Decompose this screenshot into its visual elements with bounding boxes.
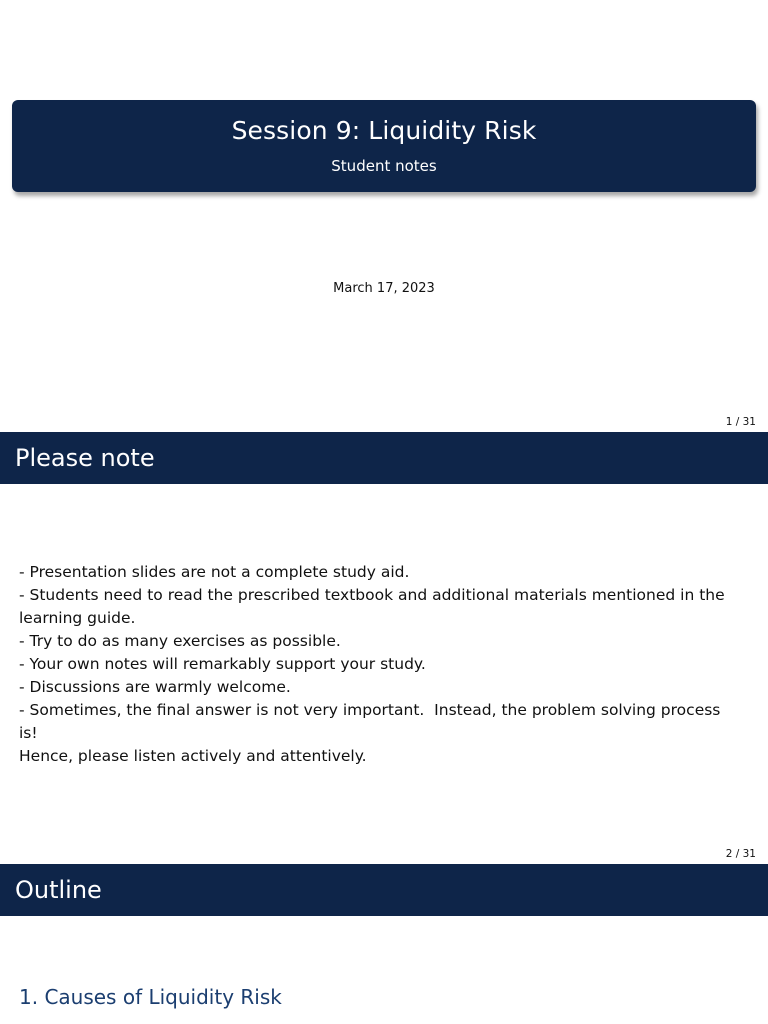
page-number: 2 / 31 xyxy=(725,848,756,860)
please-note-slide xyxy=(0,432,768,864)
presentation-subtitle: Student notes xyxy=(331,157,437,175)
note-line: - Students need to read the prescribed textbook and additional materials mentioned in the xyxy=(19,586,725,604)
page-number: 1 / 31 xyxy=(725,416,756,428)
outline-item[interactable]: 1. Causes of Liquidity Risk xyxy=(19,985,282,1009)
note-line: Hence, please listen actively and attentively. xyxy=(19,747,367,765)
note-line: learning guide. xyxy=(19,609,136,627)
note-line: - Your own notes will remarkably support your study. xyxy=(19,655,426,673)
presentation-date: March 17, 2023 xyxy=(333,281,435,296)
notes-list xyxy=(19,561,731,768)
note-line: - Presentation slides are not a complete study aid. xyxy=(19,563,410,581)
title-slide xyxy=(0,0,768,432)
frame-title: Please note xyxy=(0,432,768,484)
note-line: - Try to do as many exercises as possible. xyxy=(19,632,341,650)
presentation-title: Session 9: Liquidity Risk xyxy=(231,116,537,145)
note-line: - Sometimes, the final answer is not very important. Instead, the problem solving process is! xyxy=(19,701,726,742)
outline-slide xyxy=(0,864,768,1024)
title-block xyxy=(12,100,756,192)
frame-title: Outline xyxy=(0,864,768,916)
note-line: - Discussions are warmly welcome. xyxy=(19,678,291,696)
